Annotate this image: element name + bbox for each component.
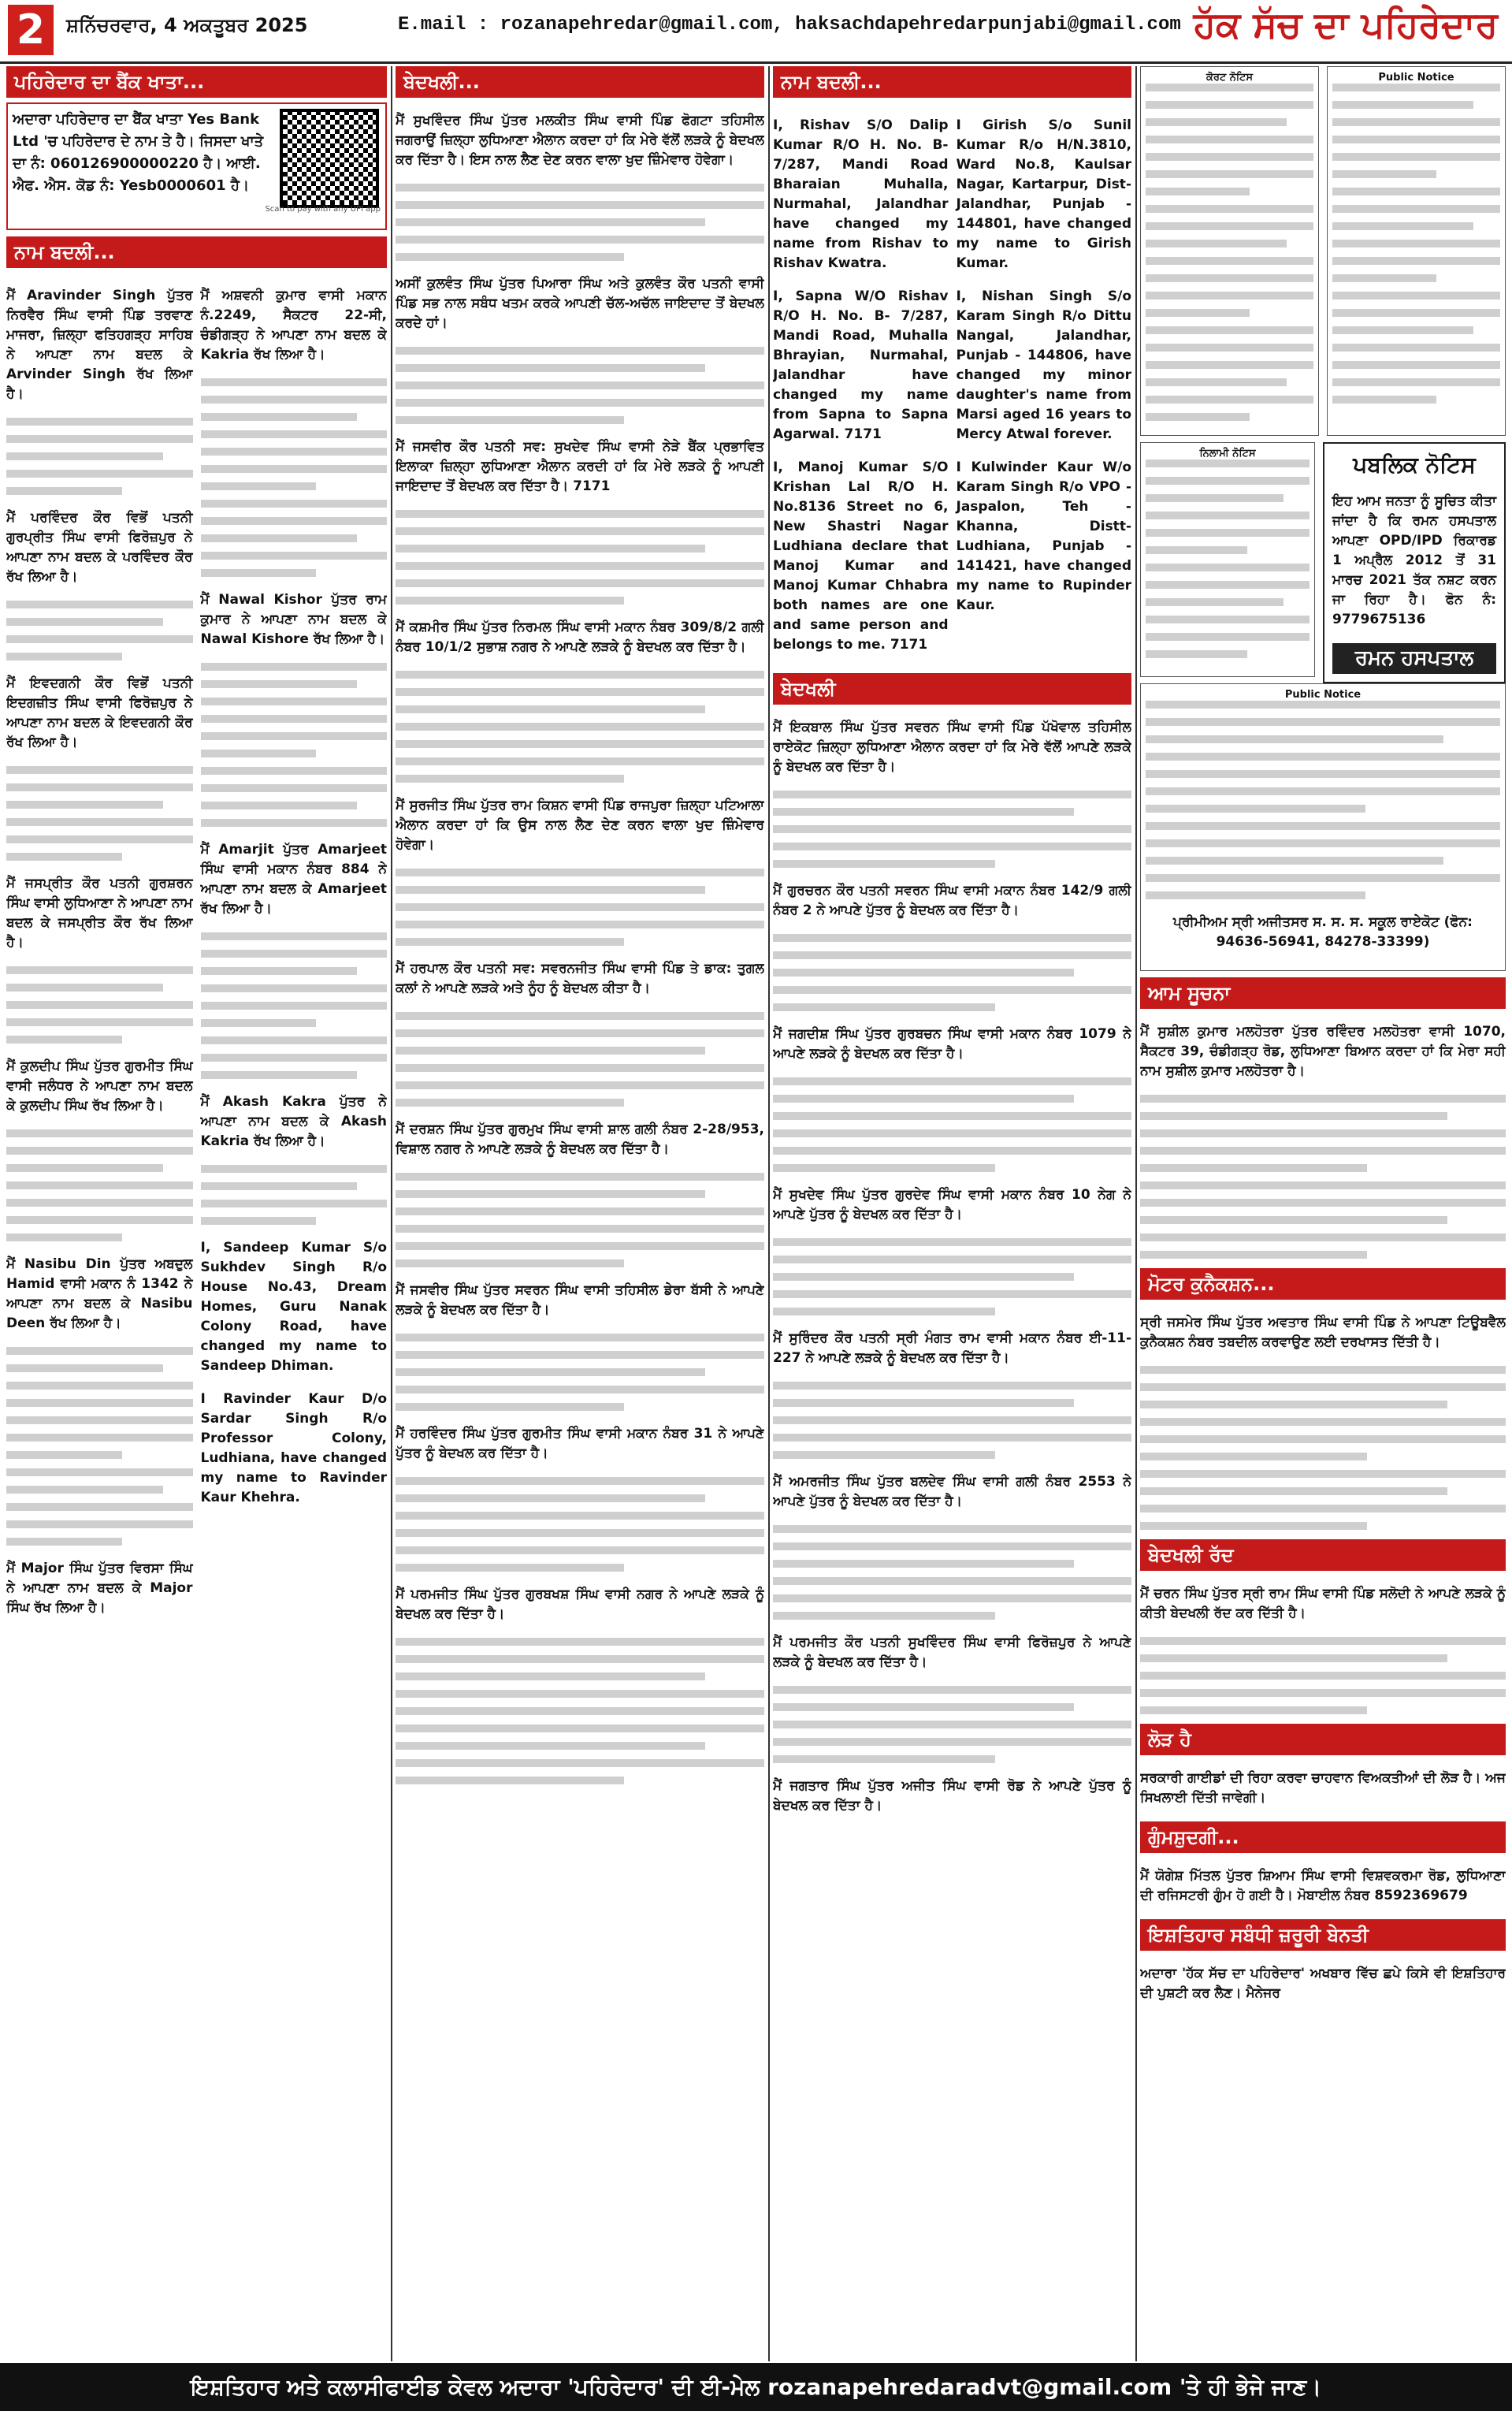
list-item: ਮੈਂ ਚਰਨ ਸਿੰਘ ਪੁੱਤਰ ਸ੍ਰੀ ਰਾਮ ਸਿੰਘ ਵਾਸੀ ਪਿੰਡ ਸਲੋਦੀ ਨੇ ਆਪਣੇ ਲੜਕੇ ਨੂੰ ਕੀਤੀ ਬੇਦਖਲੀ ਰੱਦ ਕਰ ਦਿੱਤੀ ਹੈ। bbox=[1140, 1586, 1506, 1621]
list-item: ਮੈਂ Nasibu Din ਪੁੱਤਰ ਅਬਦੁਲ Hamid ਵਾਸੀ ਮਕਾਨ ਨੰ 1342 ਨੇ ਆਪਣਾ ਨਾਮ ਬਦਲ ਕੇ Nasibu Deen ਰੱਖ ਲਿਆ ਹੈ। bbox=[6, 1256, 193, 1331]
list-item: ਮੈਂ ਕਸ਼ਮੀਰ ਸਿੰਘ ਪੁੱਤਰ ਨਿਰਮਲ ਸਿੰਘ ਵਾਸੀ ਮਕਾਨ ਨੰਬਰ 309/8/2 ਗਲੀ ਨੰਬਰ 10/1/2 ਸੁਭਾਸ਼ ਨਗਰ ਨੇ ਆਪਣੇ ਲੜਕੇ ਨੂੰ ਬੇਦਖਲ ਕਰ ਦਿੱਤਾ ਹੈ। bbox=[396, 619, 764, 655]
text-block bbox=[773, 1382, 1131, 1459]
text-block bbox=[1332, 84, 1500, 404]
text-block bbox=[396, 1477, 764, 1572]
text-block bbox=[396, 671, 764, 783]
name-change-heading-2: ਨਾਮ ਬਦਲੀ... bbox=[773, 66, 1131, 98]
bank-heading: ਪਹਿਰੇਦਾਰ ਦਾ ਬੈਂਕ ਖਾਤਾ... bbox=[6, 66, 387, 98]
issue-date: ਸ਼ਨਿੱਚਰਵਾਰ, 4 ਅਕਤੂਬਰ 2025 bbox=[66, 14, 308, 36]
list-item: I Girish S/o Sunil Kumar R/o H/N.3810, Ward No.8, Kaulsar Nagar, Kartarpur, Dist- Jalandhar, Punjab - 144801, have changed my name to Girish Kumar. bbox=[956, 117, 1131, 271]
list-item: ਮੈਂ Amarjit ਪੁੱਤਰ Amarjeet ਸਿੰਘ ਵਾਸੀ ਮਕਾਨ ਨੰਬਰ 884 ਨੇ ਆਪਣਾ ਨਾਮ ਬਦਲ ਕੇ Amarjeet ਰੱਖ ਲਿਆ ਹੈ। bbox=[200, 842, 387, 917]
column-2 bbox=[396, 66, 764, 2356]
public-notice bbox=[1327, 66, 1506, 436]
list-item: ਮੈਂ ਸੁਰਿੰਦਰ ਕੌਰ ਪਤਨੀ ਸ੍ਰੀ ਮੰਗਤ ਰਾਮ ਵਾਸੀ ਮਕਾਨ ਨੰਬਰ ਈ-11-227 ਨੇ ਆਪਣੇ ਲੜਕੇ ਨੂੰ ਬੇਦਖਲ ਕਰ ਦਿੱਤਾ ਹੈ। bbox=[773, 1330, 1131, 1366]
text-block bbox=[1146, 84, 1313, 421]
list-item: ਮੈਂ ਜਸਵੀਰ ਸਿੰਘ ਪੁੱਤਰ ਸਵਰਨ ਸਿੰਘ ਵਾਸੀ ਤਹਿਸੀਲ ਡੇਰਾ ਬੱਸੀ ਨੇ ਆਪਣੇ ਲੜਕੇ ਨੂੰ ਬੇਦਖਲ ਕਰ ਦਿੱਤਾ ਹੈ। bbox=[396, 1282, 764, 1318]
english-notices bbox=[773, 102, 1131, 668]
auction-notices bbox=[1140, 442, 1506, 683]
eviction-heading: ਬੇਦਖਲੀ... bbox=[396, 66, 764, 98]
text-block bbox=[396, 1638, 764, 1784]
list-item: I, Sandeep Kumar S/o Sukhdev Singh R/o House No.43, Dream Homes, Guru Nanak Colony Road, have changed my name to Sandeep Dhiman. bbox=[200, 1240, 387, 1374]
list-item: ਮੈਂ ਸੁਖਵਿੰਦਰ ਸਿੰਘ ਪੁੱਤਰ ਮਲਕੀਤ ਸਿੰਘ ਵਾਸੀ ਪਿੰਡ ਫੋਗਟਾ ਤਹਿਸੀਲ ਜਗਰਾਉਂ ਜ਼ਿਲ੍ਹਾ ਲੁਧਿਆਣਾ ਐਲਾਨ ਕਰਦਾ ਹਾਂ ਕਿ ਮੇਰੇ ਵੱਲੋਂ ਲੜਕੇ ਨੂੰ ਬੇਦਖਲ ਕਰ ਦਿੱਤਾ ਹੈ। ਇਸ ਨਾਲ ਲੈਣ ਦੇਣ ਕਰਨ ਵਾਲਾ ਖੁਦ ਜ਼ਿੰਮੇਵਾਰ ਹੋਵੇਗਾ। bbox=[396, 113, 764, 168]
list-item: ਮੈਂ Akash Kakra ਪੁੱਤਰ ਨੇ ਆਪਣਾ ਨਾਮ ਬਦਲ ਕੇ Akash Kakria ਰੱਖ ਲਿਆ ਹੈ। bbox=[200, 1094, 387, 1149]
hospital-ad bbox=[1323, 442, 1506, 683]
text-block bbox=[773, 1238, 1131, 1315]
text-block bbox=[1140, 1637, 1506, 1714]
text-block bbox=[396, 347, 764, 424]
qr-caption: Scan to pay with any UPI app bbox=[265, 205, 381, 214]
list-item: ਮੈਂ ਪਰਮਜੀਤ ਕੌਰ ਪਤਨੀ ਸੁਖਵਿੰਦਰ ਸਿੰਘ ਵਾਸੀ ਫਿਰੋਜ਼ਪੁਰ ਨੇ ਆਪਣੇ ਲੜਕੇ ਨੂੰ ਬੇਦਖਲ ਕਰ ਦਿੱਤਾ ਹੈ। bbox=[773, 1635, 1131, 1670]
list-item: ਮੈਂ Major ਸਿੰਘ ਪੁੱਤਰ ਵਿਰਸਾ ਸਿੰਘ ਨੇ ਆਪਣਾ ਨਾਮ ਬਦਲ ਕੇ Major ਸਿੰਘ ਰੱਖ ਲਿਆ ਹੈ। bbox=[6, 1561, 193, 1616]
list-item: ਮੈਂ Nawal Kishor ਪੁੱਤਰ ਰਾਮ ਕੁਮਾਰ ਨੇ ਆਪਣਾ ਨਾਮ ਬਦਲ ਕੇ Nawal Kishore ਰੱਖ ਲਿਆ ਹੈ। bbox=[200, 592, 387, 647]
text-block bbox=[773, 1525, 1131, 1620]
text-block bbox=[6, 601, 193, 660]
column-3 bbox=[773, 66, 1131, 2356]
list-item: ਮੈਂ Aravinder Singh ਪੁੱਤਰ ਨਿਰਵੈਰ ਸਿੰਘ ਵਾਸੀ ਪਿੰਡ ਤਰਵਾਣ ਮਾਜਰਾ, ਜ਼ਿਲ੍ਹਾ ਫਤਿਹਗੜ੍ਹ ਸਾਹਿਬ ਨੇ ਆਪਣਾ ਨਾਮ ਬਦਲ ਕੇ Arvinder Singh ਰੱਖ ਲਿਆ ਹੈ। bbox=[6, 288, 193, 402]
text-block bbox=[396, 1012, 764, 1107]
text-block bbox=[6, 766, 193, 861]
list-item: ਮੈਂ ਪਰਵਿੰਦਰ ਕੌਰ ਵਿਭੋਂ ਪਤਨੀ ਗੁਰਪ੍ਰੀਤ ਸਿੰਘ ਵਾਸੀ ਫਿਰੋਜ਼ਪੁਰ ਨੇ ਆਪਣਾ ਨਾਮ ਬਦਲ ਕੇ ਪਰਵਿੰਦਰ ਕੌਰ ਰੱਖ ਲਿਆ ਹੈ। bbox=[6, 510, 193, 585]
list-item: ਮੈਂ ਇਵਦਗਨੀ ਕੌਰ ਵਿਭੋਂ ਪਤਨੀ ਇਦਗਜ਼ੀਤ ਸਿੰਘ ਵਾਸੀ ਫਿਰੋਜ਼ਪੁਰ ਨੇ ਆਪਣਾ ਨਾਮ ਬਦਲ ਕੇ ਇਵਦਗਨੀ ਕੌਰ ਰੱਖ ਲਿਆ ਹੈ। bbox=[6, 675, 193, 750]
text-block bbox=[6, 418, 193, 495]
text-block bbox=[201, 378, 388, 577]
list-item: ਮੈਂ ਅਮਰਜੀਤ ਸਿੰਘ ਪੁੱਤਰ ਬਲਦੇਵ ਸਿੰਘ ਵਾਸੀ ਗਲੀ ਨੰਬਰ 2553 ਨੇ ਆਪਣੇ ਪੁੱਤਰ ਨੂੰ ਬੇਦਖਲ ਕਰ ਦਿੱਤਾ ਹੈ। bbox=[773, 1474, 1131, 1509]
text-block bbox=[6, 1129, 193, 1241]
list-item: ਮੈਂ ਅਸ਼ਵਨੀ ਕੁਮਾਰ ਵਾਸੀ ਮਕਾਨ ਨੰ.2249, ਸੈਕਟਰ 22-ਸੀ, ਚੰਡੀਗੜ੍ਹ ਨੇ ਆਪਣਾ ਨਾਮ ਬਦਲ ਕੇ Kakria ਰੱਖ ਲਿਆ ਹੈ। bbox=[200, 288, 387, 363]
text-block bbox=[201, 1165, 388, 1225]
ad-text: ਇਹ ਆਮ ਜਨਤਾ ਨੂੰ ਸੂਚਿਤ ਕੀਤਾ ਜਾਂਦਾ ਹੈ ਕਿ ਰਮਨ ਹਸਪਤਾਲ ਆਪਣਾ OPD/IPD ਰਿਕਾਰਡ 1 ਅਪ੍ਰੈਲ 2012 ਤੋਂ 31 ਮਾਰਚ 2021 ਤੱਕ ਨਸ਼ਟ ਕਰਨ ਜਾ ਰਿਹਾ ਹੈ। ਫੋਨ ਨੰ: 9779675136 bbox=[1332, 493, 1496, 627]
bank-text: ਅਦਾਰਾ ਪਹਿਰੇਦਾਰ ਦਾ ਬੈਂਕ ਖਾਤਾ Yes Bank Ltd 'ਚ ਪਹਿਰੇਦਾਰ ਦੇ ਨਾਮ ਤੇ ਹੈ। ਜਿਸਦਾ ਖਾਤੇ ਦਾ ਨੰ: 060126900000220 ਹੈ। ਆਈ. ਐਫ. ਐਸ. ਕੋਡ ਨੰ: Yesb0000601 ਹੈ। bbox=[13, 111, 264, 194]
column-divider bbox=[391, 66, 392, 2361]
list-item: ਮੈਂ ਸੁਰਜੀਤ ਸਿੰਘ ਪੁੱਤਰ ਰਾਮ ਕਿਸ਼ਨ ਵਾਸੀ ਪਿੰਡ ਰਾਜਪੁਰਾ ਜ਼ਿਲ੍ਹਾ ਪਟਿਆਲਾ ਐਲਾਨ ਕਰਦਾ ਹਾਂ ਕਿ ਉਸ ਨਾਲ ਲੈਣ ਦੇਣ ਕਰਨ ਵਾਲਾ ਖੁਦ ਜ਼ਿੰਮੇਵਾਰ ਹੋਵੇਗਾ। bbox=[396, 798, 764, 853]
list-item: ਮੈਂ ਸੁਸ਼ੀਲ ਕੁਮਾਰ ਮਲਹੋਤਰਾ ਪੁੱਤਰ ਰਵਿੰਦਰ ਮਲਹੋਤਰਾ ਵਾਸੀ 1070, ਸੈਕਟਰ 39, ਚੰਡੀਗੜ੍ਹ ਰੋਡ, ਲੁਧਿਆਣਾ ਬਿਆਨ ਕਰਦਾ ਹਾਂ ਕਿ ਮੇਰਾ ਸਹੀ ਨਾਮ ਸੁਸ਼ੀਲ ਕੁਮਾਰ ਮਲਹੋਤਰਾ ਹੈ। bbox=[1140, 1024, 1506, 1079]
notice-title: ਨਿਲਾਮੀ ਨੋਟਿਸ bbox=[1199, 448, 1256, 460]
auction-notice bbox=[1140, 442, 1315, 677]
text-block bbox=[6, 966, 193, 1044]
eviction-heading-2: ਬੇਦਖਲੀ bbox=[773, 673, 1131, 705]
column-4 bbox=[1140, 66, 1506, 2356]
court-notices bbox=[1140, 66, 1506, 442]
missing-heading: ਗੁੰਮਸ਼ੁਦਗੀ... bbox=[1140, 1821, 1506, 1853]
wanted-heading: ਲੋੜ ਹੈ bbox=[1140, 1724, 1506, 1755]
motor-heading: ਮੋਟਰ ਕੁਨੈਕਸ਼ਨ... bbox=[1140, 1268, 1506, 1300]
public-notice-2 bbox=[1140, 683, 1506, 971]
list-item: I, Rishav S/O Dalip Kumar R/O H. No. B-7/287, Mandi Road Bharaian Muhalla, Nurmahal, Jalandhar have changed my name from Rishav to Rishav Kwatra. bbox=[773, 117, 949, 271]
list-item: ਮੈਂ ਜਸਪ੍ਰੀਤ ਕੌਰ ਪਤਨੀ ਗੁਰਸ਼ਰਨ ਸਿੰਘ ਵਾਸੀ ਲੁਧਿਆਣਾ ਨੇ ਆਪਣਾ ਨਾਮ ਬਦਲ ਕੇ ਜਸਪ੍ਰੀਤ ਕੌਰ ਰੱਖ ਲਿਆ ਹੈ। bbox=[6, 876, 193, 951]
notice-title: Public Notice bbox=[1378, 72, 1454, 84]
text-block bbox=[1146, 701, 1500, 899]
text-block bbox=[396, 510, 764, 605]
school-text: ਪ੍ਰੀਮੀਅਮ ਸ੍ਰੀ ਅਜੀਤਸਰ ਸ. ਸ. ਸ. ਸਕੂਲ ਰਾਏਕੋਟ (ਫੋਨ: 94636-56941, 84278-33399) bbox=[1173, 914, 1473, 950]
footer-banner: ਇਸ਼ਤਿਹਾਰ ਅਤੇ ਕਲਾਸੀਫਾਈਡ ਕੇਵਲ ਅਦਾਰਾ 'ਪਹਿਰੇਦਾਰ' ਦੀ ਈ-ਮੇਲ rozanapehredaradvt@gmail.com 'ਤੇ ਹੀ ਭੇਜੇ ਜਾਣ। bbox=[0, 2363, 1512, 2411]
appeal-heading: ਇਸ਼ਤਿਹਾਰ ਸਬੰਧੀ ਜ਼ਰੂਰੀ ਬੇਨਤੀ bbox=[1140, 1919, 1506, 1951]
page-number: 2 bbox=[8, 5, 54, 55]
court-notice bbox=[1140, 66, 1319, 436]
qr-code-icon[interactable] bbox=[280, 109, 379, 208]
list-item: ਮੈਂ ਜਗਤਾਰ ਸਿੰਘ ਪੁੱਤਰ ਅਜੀਤ ਸਿੰਘ ਵਾਸੀ ਰੋਡ ਨੇ ਆਪਣੇ ਪੁੱਤਰ ਨੂੰ ਬੇਦਖਲ ਕਰ ਦਿੱਤਾ ਹੈ। bbox=[773, 1778, 1131, 1814]
column-divider bbox=[768, 66, 770, 2361]
list-item: ਮੈਂ ਜਗਦੀਸ਼ ਸਿੰਘ ਪੁੱਤਰ ਗੁਰਬਚਨ ਸਿੰਘ ਵਾਸੀ ਮਕਾਨ ਨੰਬਰ 1079 ਨੇ ਆਪਣੇ ਲੜਕੇ ਨੂੰ ਬੇਦਖਲ ਕਰ ਦਿੱਤਾ ਹੈ। bbox=[773, 1026, 1131, 1062]
text-block bbox=[1140, 1366, 1506, 1530]
hospital-name: ਰਮਨ ਹਸਪਤਾਲ bbox=[1332, 643, 1496, 674]
text-block bbox=[1140, 1095, 1506, 1259]
list-item: ਮੈਂ ਜਸਵੀਰ ਕੌਰ ਪਤਨੀ ਸਵ: ਸੁਖਦੇਵ ਸਿੰਘ ਵਾਸੀ ਨੇੜੇ ਬੈਂਕ ਪ੍ਰਭਾਵਿਤ ਇਲਾਕਾ ਜ਼ਿਲ੍ਹਾ ਲੁਧਿਆਣਾ ਐਲਾਨ ਕਰਦੀ ਹਾਂ ਕਿ ਮੇਰੇ ਲੜਕੇ ਨੂੰ ਆਪਣੀ ਜਾਇਦਾਦ ਤੋਂ ਬੇਦਖਲ ਕਰ ਦਿੱਤਾ ਹੈ। 7171 bbox=[396, 439, 764, 494]
text-block bbox=[396, 184, 764, 261]
eviction-cancel-heading: ਬੇਦਖਲੀ ਰੱਦ bbox=[1140, 1539, 1506, 1571]
text-block bbox=[396, 869, 764, 946]
list-item: ਮੈਂ ਗੁਰਚਰਨ ਕੌਰ ਪਤਨੀ ਸਵਰਨ ਸਿੰਘ ਵਾਸੀ ਮਕਾਨ ਨੰਬਰ 142/9 ਗਲੀ ਨੰਬਰ 2 ਨੇ ਆਪਣੇ ਪੁੱਤਰ ਨੂੰ ਬੇਦਖਲ ਕਰ ਦਿੱਤਾ ਹੈ। bbox=[773, 883, 1131, 918]
text-block bbox=[396, 1173, 764, 1267]
list-item: ਮੈਂ ਦਰਸ਼ਨ ਸਿੰਘ ਪੁੱਤਰ ਗੁਰਮੁਖ ਸਿੰਘ ਵਾਸੀ ਸ਼ਾਲ ਗਲੀ ਨੰਬਰ 2-28/953, ਵਿਸ਼ਾਲ ਨਗਰ ਨੇ ਆਪਣੇ ਲੜਕੇ ਨੂੰ ਬੇਦਖਲ ਕਰ ਦਿੱਤਾ ਹੈ। bbox=[396, 1122, 764, 1157]
column-1 bbox=[6, 66, 387, 2356]
text-block bbox=[1146, 460, 1310, 658]
masthead-rule bbox=[0, 61, 1512, 64]
list-item: I, Sapna W/O Rishav R/O H. No. B- 7/287, Mandi Road, Muhalla Bhrayian, Nurmahal, Jalandhar have changed my name from Sapna to Sapna Agarwal. 7171 bbox=[773, 288, 949, 442]
list-item: ਅਸੀਂ ਕੁਲਵੰਤ ਸਿੰਘ ਪੁੱਤਰ ਪਿਆਰਾ ਸਿੰਘ ਅਤੇ ਕੁਲਵੰਤ ਕੌਰ ਪਤਨੀ ਵਾਸੀ ਪਿੰਡ ਸਭ ਨਾਲ ਸਬੰਧ ਖਤਮ ਕਰਕੇ ਆਪਣੀ ਚੱਲ-ਅਚੱਲ ਜਾਇਦਾਦ ਤੋਂ ਬੇਦਖਲ ਕਰਦੇ ਹਾਂ। bbox=[396, 276, 764, 331]
list-item: ਮੈਂ ਹਰਪਾਲ ਕੌਰ ਪਤਨੀ ਸਵ: ਸਵਰਨਜੀਤ ਸਿੰਘ ਵਾਸੀ ਪਿੰਡ ਤੇ ਡਾਕ: ਤੁਗਲ ਕਲਾਂ ਨੇ ਆਪਣੇ ਲੜਕੇ ਅਤੇ ਨੂੰਹ ਨੂੰ ਬੇਦਖਲ ਕੀਤਾ ਹੈ। bbox=[396, 961, 764, 996]
list-item: ਮੈਂ ਇਕਬਾਲ ਸਿੰਘ ਪੁੱਤਰ ਸਵਰਨ ਸਿੰਘ ਵਾਸੀ ਪਿੰਡ ਪੱਖੋਵਾਲ ਤਹਿਸੀਲ ਰਾਏਕੋਟ ਜ਼ਿਲ੍ਹਾ ਲੁਧਿਆਣਾ ਐਲਾਨ ਕਰਦਾ ਹਾਂ ਕਿ ਮੇਰੇ ਵੱਲੋਂ ਆਪਣੇ ਲੜਕੇ ਨੂੰ ਬੇਦਖਲ ਕਰ ਦਿੱਤਾ ਹੈ। bbox=[773, 720, 1131, 775]
list-item: ਮੈਂ ਪਰਮਜੀਤ ਸਿੰਘ ਪੁੱਤਰ ਗੁਰਬਖਸ਼ ਸਿੰਘ ਵਾਸੀ ਨਗਰ ਨੇ ਆਪਣੇ ਲੜਕੇ ਨੂੰ ਬੇਦਖਲ ਕਰ ਦਿੱਤਾ ਹੈ। bbox=[396, 1587, 764, 1622]
list-item: ਮੈਂ ਯੋਗੇਸ਼ ਮਿੱਤਲ ਪੁੱਤਰ ਸ਼ਿਆਮ ਸਿੰਘ ਵਾਸੀ ਵਿਸ਼ਵਕਰਮਾ ਰੋਡ, ਲੁਧਿਆਣਾ ਦੀ ਰਜਿਸਟਰੀ ਗੁੰਮ ਹੋ ਗਈ ਹੈ। ਮੋਬਾਈਲ ਨੰਬਰ 8592369679 bbox=[1140, 1868, 1506, 1903]
bank-box bbox=[6, 102, 387, 230]
list-item: I Ravinder Kaur D/o Sardar Singh R/o Professor Colony, Ludhiana, have changed my name to Ravinder Kaur Khehra. bbox=[200, 1391, 387, 1505]
brand-title: ਹੱਕ ਸੱਚ ਦਾ ਪਹਿਰੇਦਾਰ bbox=[1193, 3, 1498, 46]
list-item: ਮੈਂ ਸੁਖਦੇਵ ਸਿੰਘ ਪੁੱਤਰ ਗੁਰਦੇਵ ਸਿੰਘ ਵਾਸੀ ਮਕਾਨ ਨੰਬਰ 10 ਨੇਗ ਨੇ ਆਪਣੇ ਪੁੱਤਰ ਨੂੰ ਬੇਦਖਲ ਕਰ ਦਿੱਤਾ ਹੈ। bbox=[773, 1187, 1131, 1222]
column-divider bbox=[1135, 66, 1137, 2361]
text-block bbox=[6, 1347, 193, 1546]
list-item: I Kulwinder Kaur W/o Karam Singh R/o VPO - Jaspalon, Teh - Khanna, Distt- Ludhiana, Punjab - 141421, have changed my name to Rupinder Kaur. bbox=[956, 460, 1131, 613]
general-notice-heading: ਆਮ ਸੂਚਨਾ bbox=[1140, 977, 1506, 1009]
text-block bbox=[201, 932, 388, 1079]
list-item: ਸਰਕਾਰੀ ਗਾਈਡਾਂ ਦੀ ਰਿਹਾ ਕਰਵਾ ਚਾਹਵਾਨ ਵਿਅਕਤੀਆਂ ਦੀ ਲੋੜ ਹੈ। ਅਜ ਸਿਖਲਾਈ ਦਿੱਤੀ ਜਾਵੇਗੀ। bbox=[1140, 1770, 1506, 1806]
name-change-list bbox=[6, 273, 387, 1632]
appeal-text: ਅਦਾਰਾ 'ਹੱਕ ਸੱਚ ਦਾ ਪਹਿਰੇਦਾਰ' ਅਖਬਾਰ ਵਿੱਚ ਛਪੇ ਕਿਸੇ ਵੀ ਇਸ਼ਤਿਹਾਰ ਦੀ ਪੁਸ਼ਟੀ ਕਰ ਲੈਣ। ਮੈਨੇਜਰ bbox=[1140, 1966, 1506, 2001]
list-item: ਮੈਂ ਕੁਲਦੀਪ ਸਿੰਘ ਪੁੱਤਰ ਗੁਰਮੀਤ ਸਿੰਘ ਵਾਸੀ ਜਲੰਧਰ ਨੇ ਆਪਣਾ ਨਾਮ ਬਦਲ ਕੇ ਕੁਲਦੀਪ ਸਿੰਘ ਰੱਖ ਲਿਆ ਹੈ। bbox=[6, 1059, 193, 1114]
ad-title: ਪਬਲਿਕ ਨੋਟਿਸ bbox=[1353, 452, 1476, 478]
notice-title: Public Notice bbox=[1284, 689, 1362, 701]
masthead bbox=[0, 0, 1512, 61]
name-change-heading: ਨਾਮ ਬਦਲੀ... bbox=[6, 236, 387, 268]
newspaper-logo bbox=[1194, 3, 1498, 47]
text-block bbox=[773, 791, 1131, 868]
text-block bbox=[773, 934, 1131, 1011]
text-block bbox=[773, 1077, 1131, 1172]
notice-title: ਕੋਰਟ ਨੋਟਿਸ bbox=[1206, 72, 1254, 84]
list-item: ਸ੍ਰੀ ਜਸਮੇਰ ਸਿੰਘ ਪੁੱਤਰ ਅਵਤਾਰ ਸਿੰਘ ਵਾਸੀ ਪਿੰਡ ਨੇ ਆਪਣਾ ਟਿਊਬਵੈਲ ਕੁਨੈਕਸ਼ਨ ਨੰਬਰ ਤਬਦੀਲ ਕਰਵਾਉਣ ਲਈ ਦਰਖਾਸਤ ਦਿੱਤੀ ਹੈ। bbox=[1140, 1315, 1506, 1350]
list-item: I, Manoj Kumar S/O Krishan Lal R/O H. No.8136 Street no 6, New Shastri Nagar Ludhiana declare that Manoj Kumar and Manoj Kumar Chhabra both names are one and same person and belongs to me. 7171 bbox=[773, 460, 949, 653]
contact-email[interactable]: E.mail : rozanapehredar@gmail.com, haksachdapehredarpunjabi@gmail.com bbox=[398, 14, 1181, 35]
text-block bbox=[396, 1334, 764, 1411]
list-item: ਮੈਂ ਹਰਵਿੰਦਰ ਸਿੰਘ ਪੁੱਤਰ ਗੁਰਮੀਤ ਸਿੰਘ ਵਾਸੀ ਮਕਾਨ ਨੰਬਰ 31 ਨੇ ਆਪਣੇ ਪੁੱਤਰ ਨੂੰ ਬੇਦਖਲ ਕਰ ਦਿੱਤਾ ਹੈ। bbox=[396, 1426, 764, 1461]
text-block bbox=[201, 663, 388, 827]
list-item: I, Nishan Singh S/o Karam Singh R/o Dittu Nangal, Jalandhar, Punjab - 144806, have changed my minor daughter's name from Marsi aged 16 years to Mercy Atwal forever. bbox=[956, 288, 1131, 442]
text-block bbox=[773, 1686, 1131, 1763]
